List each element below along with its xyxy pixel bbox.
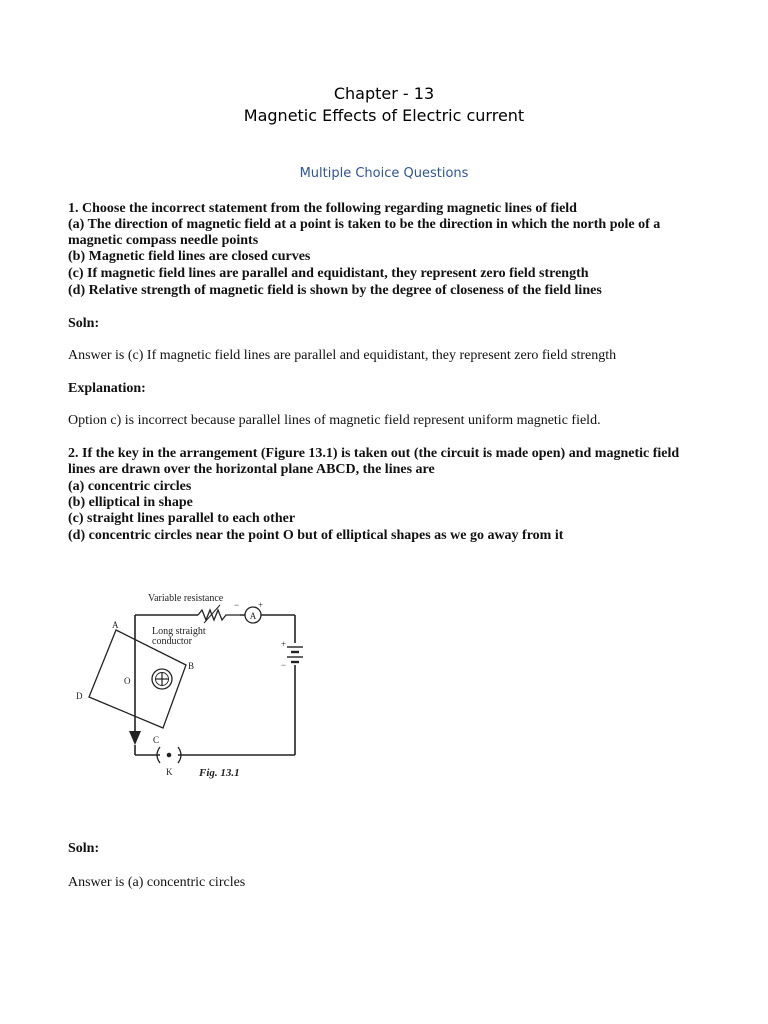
resistor-symbol	[198, 610, 240, 620]
q1-explanation-label: Explanation:	[68, 381, 146, 396]
label-a: A	[112, 620, 119, 630]
battery-plus: +	[281, 639, 287, 649]
q2-option-b: (b) elliptical in shape	[68, 495, 193, 510]
chapter-heading: Chapter - 13	[333, 84, 435, 103]
q1-answer: Answer is (c) If magnetic field lines are parallel and equidistant, they represent zero field strength	[68, 348, 617, 363]
q2-option-a: (a) concentric circles	[68, 479, 192, 494]
label-conductor-line1: Long straight	[152, 626, 206, 637]
label-d: D	[76, 691, 83, 701]
q1-option-a-line2: magnetic compass needle points	[68, 233, 259, 248]
label-conductor-line2: conductor	[152, 636, 192, 647]
label-variable-resistance: Variable resistance	[148, 593, 224, 604]
key-symbol	[157, 747, 181, 763]
q1-soln-label: Soln:	[68, 316, 100, 331]
q2-question-line1: 2. If the key in the arrangement (Figure 13.1) is taken out (the circuit is made open) and magnetic field	[68, 446, 680, 461]
q1-option-c: (c) If magnetic field lines are parallel and equidistant, they represent zero field strength	[68, 266, 589, 281]
q1-explanation: Option c) is incorrect because parallel lines of magnetic field represent uniform magnetic field.	[68, 413, 601, 428]
label-b: B	[188, 661, 195, 671]
section-heading: Multiple Choice Questions	[299, 166, 469, 181]
figure-caption: Fig. 13.1	[199, 767, 240, 779]
ammeter-plus: +	[258, 600, 264, 610]
ammeter-label: A	[249, 611, 257, 621]
q2-option-d: (d) concentric circles near the point O but of elliptical shapes as we go away from it	[68, 528, 564, 543]
current-arrow	[129, 731, 141, 745]
q2-answer: Answer is (a) concentric circles	[68, 875, 246, 890]
q1-question: 1. Choose the incorrect statement from the following regarding magnetic lines of field	[68, 201, 577, 216]
ammeter-minus: −	[234, 600, 240, 610]
q1-option-d: (d) Relative strength of magnetic field is shown by the degree of closeness of the field lines	[68, 283, 602, 298]
q1-option-a-line1: (a) The direction of magnetic field at a point is taken to be the direction in which the north pole of a	[68, 217, 661, 232]
chapter-title: Magnetic Effects of Electric current	[243, 106, 525, 125]
battery-symbol	[287, 647, 303, 662]
q1-option-b: (b) Magnetic field lines are closed curves	[68, 249, 311, 264]
compass-symbol	[152, 669, 172, 689]
resistor-arrow	[204, 605, 220, 623]
label-c: C	[153, 735, 160, 745]
q2-soln-label: Soln:	[68, 841, 100, 856]
q2-option-c: (c) straight lines parallel to each other	[68, 511, 296, 526]
label-o: O	[124, 676, 131, 686]
circuit-figure	[68, 585, 338, 785]
label-k: K	[166, 767, 173, 777]
battery-minus: −	[281, 660, 287, 670]
q2-question-line2: lines are drawn over the horizontal plane ABCD, the lines are	[68, 462, 435, 477]
